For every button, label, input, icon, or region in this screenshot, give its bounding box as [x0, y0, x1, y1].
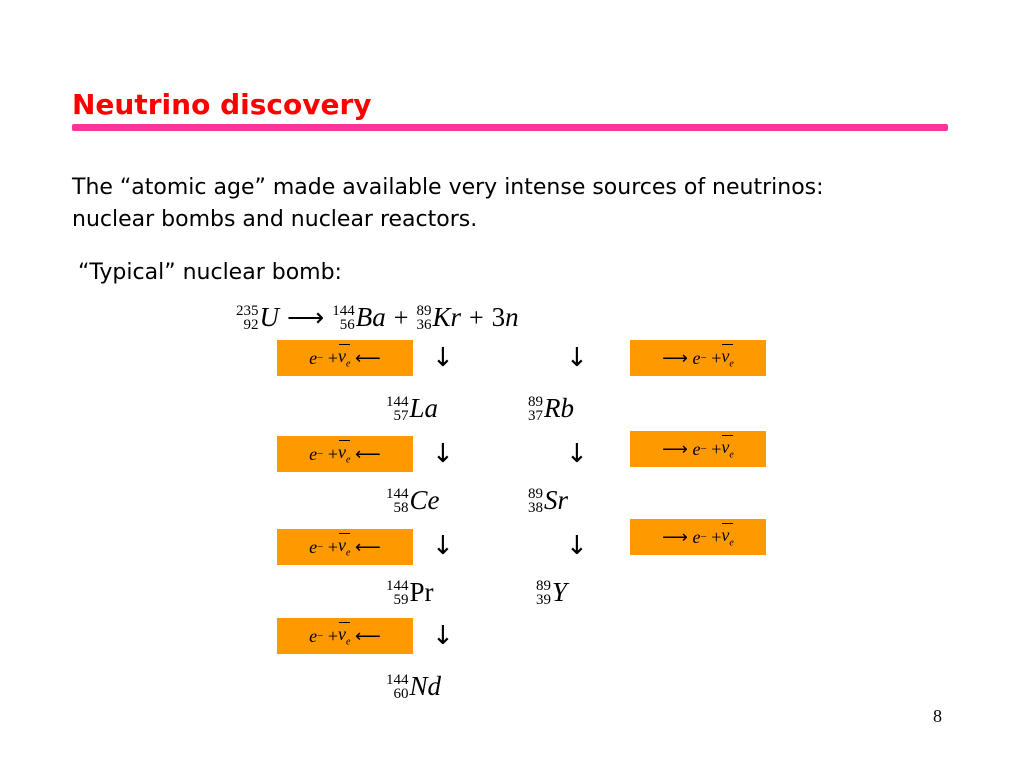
- nuclide-scripts: [528, 395, 543, 423]
- left-arrow: ⟵: [355, 443, 381, 464]
- mass-number: 144: [386, 485, 409, 502]
- nu-subscript: e: [729, 358, 734, 370]
- electron-charge: −: [317, 352, 324, 364]
- element-symbol: Nd: [409, 671, 442, 701]
- left-arrow: ⟵: [355, 536, 381, 557]
- electron-symbol: e: [692, 347, 701, 368]
- title-underline: [72, 124, 948, 131]
- electron-charge: −: [317, 630, 324, 642]
- nuclide-pr: [386, 577, 434, 608]
- left-arrow: ⟵: [355, 625, 381, 646]
- antineutrino-symbol: [338, 346, 350, 370]
- nuclide-nd: [386, 671, 441, 702]
- beta-decay-box: [277, 618, 413, 654]
- neutron-symbol: n: [505, 302, 519, 332]
- nu-letter: ν: [338, 624, 347, 645]
- nu-letter: ν: [721, 437, 730, 458]
- atomic-number: 60: [393, 685, 409, 702]
- element-symbol: Y: [552, 577, 568, 607]
- nu-subscript: e: [729, 537, 734, 549]
- electron-symbol: e: [309, 347, 318, 368]
- mass-number: 144: [386, 393, 409, 410]
- u-nuclide-scripts: [236, 304, 259, 332]
- plus-sign: +: [393, 302, 409, 332]
- beta-decay-box: [630, 519, 766, 555]
- intro-paragraph: The “atomic age” made available very intense sources of neutrinos: nuclear bombs and nuclear reactors.: [72, 175, 824, 232]
- nuclide-la: [386, 393, 438, 424]
- electron-symbol: e: [692, 526, 701, 547]
- mass-number: 89: [528, 485, 543, 502]
- plus-sign: +: [327, 443, 339, 464]
- nu-letter: ν: [721, 525, 730, 546]
- plus-sign-2: +: [468, 302, 484, 332]
- element-symbol: Ce: [409, 485, 440, 515]
- down-arrow-icon: ↓: [566, 439, 588, 469]
- u-atomic-number: 92: [243, 316, 259, 333]
- atomic-number: 58: [393, 499, 409, 516]
- beta-decay-box: [630, 340, 766, 376]
- down-arrow-icon: ↓: [432, 531, 454, 561]
- nuclide-y: [536, 577, 567, 608]
- nu-subscript: e: [346, 454, 351, 466]
- left-arrow: ⟵: [355, 347, 381, 368]
- antineutrino-symbol: [721, 437, 733, 461]
- ba-mass-number: 144: [332, 302, 355, 319]
- electron-charge: −: [700, 443, 707, 455]
- antineutrino-symbol: [721, 346, 733, 370]
- electron-symbol: e: [309, 443, 318, 464]
- right-arrow: ⟶: [662, 438, 688, 459]
- right-arrow: ⟶: [662, 526, 688, 547]
- nu-letter: ν: [338, 442, 347, 463]
- right-arrow: ⟶: [662, 347, 688, 368]
- antineutrino-symbol: [338, 442, 350, 466]
- nuclide-scripts: [528, 487, 543, 515]
- nu-letter: ν: [721, 346, 730, 367]
- electron-charge: −: [317, 541, 324, 553]
- antineutrino-symbol: [338, 535, 350, 559]
- nuclide-ce: [386, 485, 440, 516]
- element-symbol: Pr: [409, 577, 434, 607]
- element-symbol: Rb: [544, 393, 574, 423]
- plus-sign: +: [711, 438, 722, 459]
- atomic-number: 59: [393, 591, 409, 608]
- beta-decay-box: [277, 340, 413, 376]
- down-arrow-icon: ↓: [432, 343, 454, 373]
- electron-symbol: e: [692, 438, 701, 459]
- subheading: “Typical” nuclear bomb:: [78, 260, 342, 285]
- atomic-number: 37: [528, 407, 543, 424]
- atomic-number: 38: [528, 499, 543, 516]
- nuclide-scripts: [536, 579, 551, 607]
- plus-sign: +: [711, 347, 722, 368]
- nu-letter: ν: [338, 535, 347, 556]
- nu-subscript: e: [346, 547, 351, 559]
- mass-number: 144: [386, 671, 409, 688]
- mass-number: 89: [528, 393, 543, 410]
- mass-number: 144: [386, 577, 409, 594]
- electron-charge: −: [700, 352, 707, 364]
- atomic-number: 39: [536, 591, 551, 608]
- nu-subscript: e: [729, 449, 734, 461]
- nuclide-sr: [528, 485, 568, 516]
- nu-letter: ν: [338, 346, 347, 367]
- electron-charge: −: [317, 448, 324, 460]
- nuclide-rb: [528, 393, 574, 424]
- plus-sign: +: [327, 625, 339, 646]
- nuclide-scripts: [386, 395, 409, 423]
- fission-reaction: [236, 302, 519, 333]
- electron-charge: −: [700, 531, 707, 543]
- down-arrow-icon: ↓: [432, 439, 454, 469]
- mass-number: 89: [536, 577, 551, 594]
- ba-symbol: Ba: [355, 302, 386, 332]
- kr-atomic-number: 36: [416, 316, 432, 333]
- down-arrow-icon: ↓: [566, 531, 588, 561]
- nuclide-scripts: [386, 487, 409, 515]
- nu-subscript: e: [346, 636, 351, 648]
- ba-atomic-number: 56: [339, 316, 355, 333]
- plus-sign: +: [327, 536, 339, 557]
- kr-mass-number: 89: [416, 302, 432, 319]
- down-arrow-icon: ↓: [432, 621, 454, 651]
- beta-decay-box: [277, 436, 413, 472]
- element-symbol: La: [409, 393, 439, 423]
- antineutrino-symbol: [721, 525, 733, 549]
- page-number: 8: [933, 706, 942, 726]
- beta-decay-box: [277, 529, 413, 565]
- electron-symbol: e: [309, 536, 318, 557]
- down-arrow-icon: ↓: [566, 343, 588, 373]
- neutron-coefficient: 3: [491, 302, 506, 332]
- u-mass-number: 235: [236, 302, 259, 319]
- u-symbol: U: [259, 302, 279, 332]
- antineutrino-symbol: [338, 624, 350, 648]
- nu-subscript: e: [346, 358, 351, 370]
- element-symbol: Sr: [544, 485, 569, 515]
- slide-title: Neutrino discovery: [72, 88, 372, 121]
- plus-sign: +: [327, 347, 339, 368]
- kr-symbol: Kr: [432, 302, 461, 332]
- electron-symbol: e: [309, 625, 318, 646]
- kr-nuclide-scripts: [416, 304, 431, 332]
- ba-nuclide-scripts: [332, 304, 355, 332]
- nuclide-scripts: [386, 579, 409, 607]
- nuclide-scripts: [386, 673, 409, 701]
- beta-decay-box: [630, 431, 766, 467]
- atomic-number: 57: [393, 407, 409, 424]
- plus-sign: +: [711, 526, 722, 547]
- reaction-arrow: ⟶: [287, 302, 325, 332]
